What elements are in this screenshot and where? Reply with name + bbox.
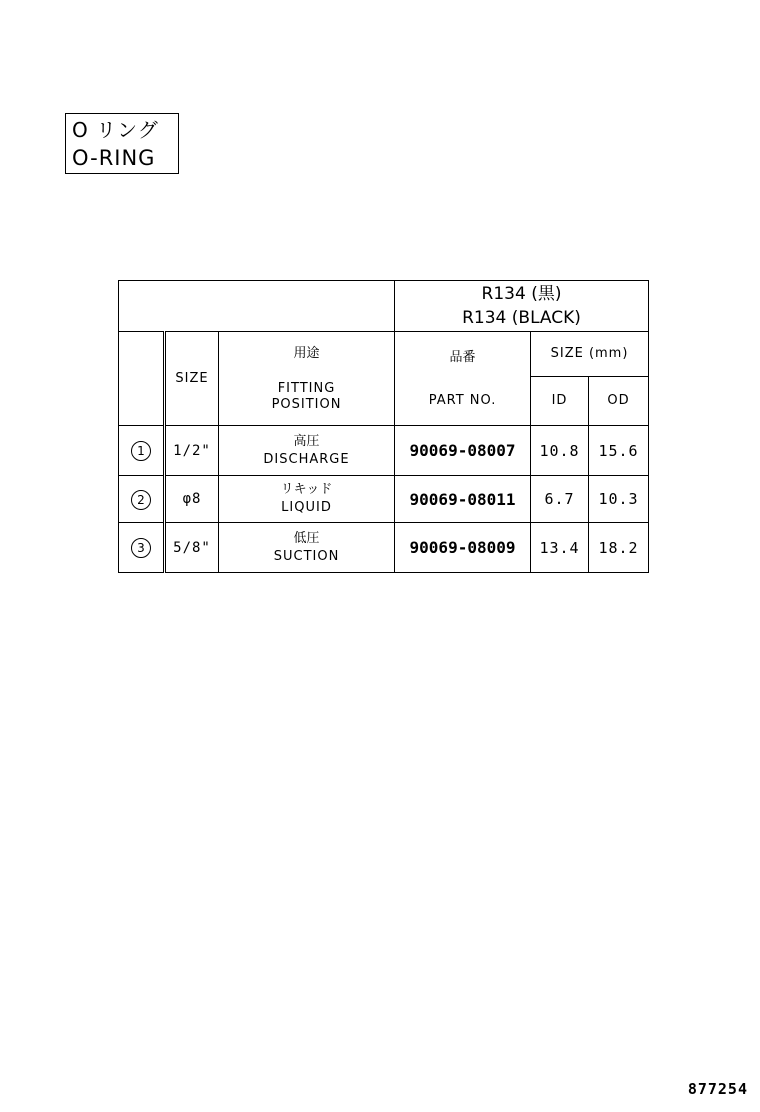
title-english: O-RING [72,145,156,170]
row-index-cell [119,476,165,523]
row-fitting [219,426,395,476]
part-header [395,332,531,426]
row-od: 10.3 [589,476,649,523]
row-fitting-en: SUCTION [273,548,340,564]
size-mm-header: SIZE (mm) [531,332,649,377]
reference-number: 877254 [687,1080,748,1098]
column-header-row-1 [119,332,649,377]
refrigerant-line-1: R134 (黒) [481,284,562,304]
row-od: 15.6 [589,426,649,476]
row-index-circle: 2 [131,490,151,510]
part-header-jp: 品番 [449,349,476,365]
row-size: 5/8" [165,523,219,573]
row-part-no: 90069-08011 [395,476,531,523]
table-row [119,476,649,523]
row-id: 10.8 [531,426,589,476]
blank-header-cell [119,281,395,332]
row-od: 18.2 [589,523,649,573]
size-header: SIZE [165,332,219,426]
row-fitting-jp: リキッド [280,482,333,497]
row-fitting-jp: 高圧 [293,433,320,449]
refrigerant-line-2: R134 (BLACK) [462,308,581,328]
title-japanese: O リング [72,117,159,142]
refrigerant-cell [395,281,649,332]
row-size: 1/2" [165,426,219,476]
row-id: 13.4 [531,523,589,573]
title-box [65,113,179,174]
fitting-header-en-1: FITTING [277,380,336,396]
row-id: 6.7 [531,476,589,523]
row-fitting-jp: 低圧 [293,530,320,546]
table-row [119,523,649,573]
row-size: φ8 [165,476,219,523]
row-fitting [219,523,395,573]
fitting-header-en-2: POSITION [271,396,342,412]
row-fitting-en: DISCHARGE [263,451,350,467]
part-header-en: PART NO. [428,392,497,408]
row-index-circle: 3 [131,538,151,558]
row-fitting-en: LIQUID [281,500,332,515]
index-header-cell [119,332,165,426]
row-fitting [219,476,395,523]
refrigerant-header-row [119,281,649,332]
od-header: OD [589,377,649,426]
row-index-circle: 1 [131,441,151,461]
id-header: ID [531,377,589,426]
fitting-header-jp: 用途 [293,345,320,361]
row-part-no: 90069-08009 [395,523,531,573]
row-part-no: 90069-08007 [395,426,531,476]
table-row [119,426,649,476]
row-index-cell [119,426,165,476]
fitting-header [219,332,395,426]
row-index-cell [119,523,165,573]
parts-table [118,280,649,573]
